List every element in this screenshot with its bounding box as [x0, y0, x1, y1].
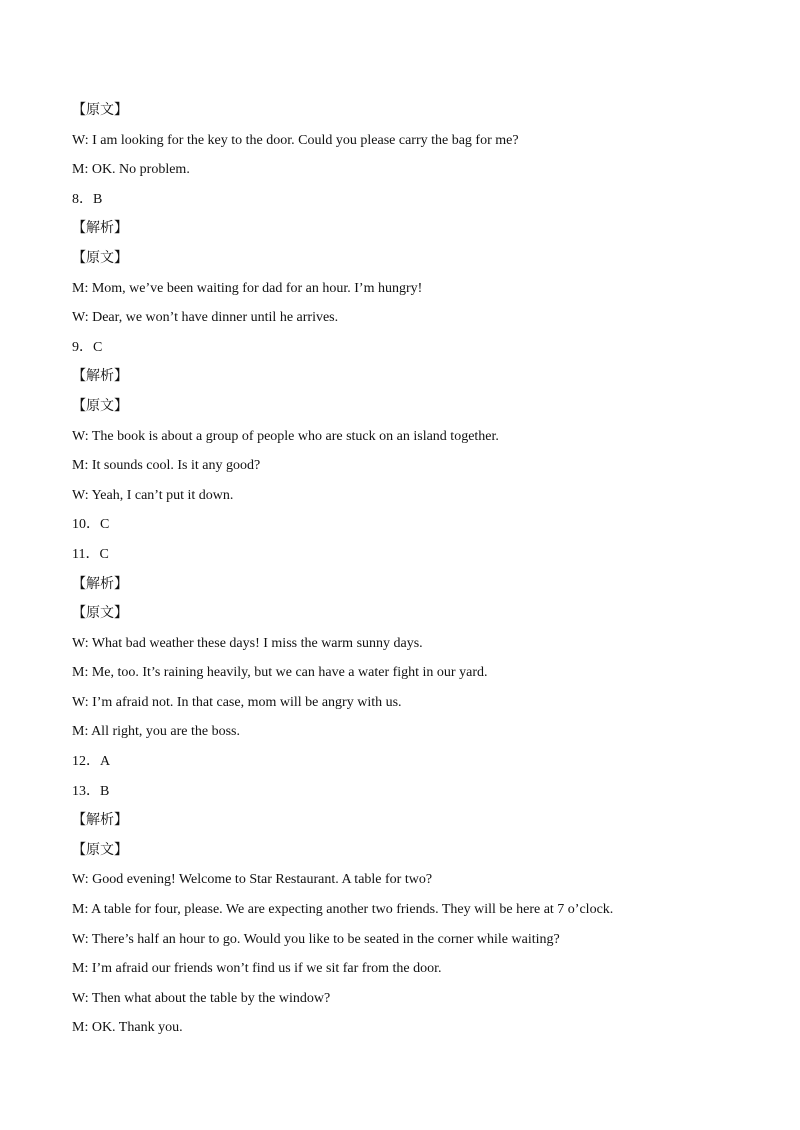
section-heading-original-text: 【原文】 [72, 398, 128, 414]
answer-line: 10．C [72, 517, 110, 533]
dialogue-line: M: OK. No problem. [72, 162, 190, 178]
dialogue-line: M: Me, too. It’s raining heavily, but we can have a water fight in our yard. [72, 665, 488, 681]
answer-line: 9．C [72, 339, 103, 355]
section-heading-original-text: 【原文】 [72, 842, 128, 858]
section-heading-analysis: 【解析】 [72, 576, 128, 592]
dialogue-line: W: The book is about a group of people who are stuck on an island together. [72, 428, 499, 444]
dialogue-line: W: Good evening! Welcome to Star Restaurant. A table for two? [72, 872, 433, 888]
dialogue-line: M: All right, you are the boss. [72, 724, 240, 740]
answer-line: 13．B [72, 783, 110, 799]
section-heading-analysis: 【解析】 [72, 221, 128, 237]
dialogue-line: W: What bad weather these days! I miss the warm sunny days. [72, 635, 423, 651]
section-heading-original-text: 【原文】 [72, 606, 128, 622]
dialogue-line: M: It sounds cool. Is it any good? [72, 458, 261, 474]
answer-line: 12．A [72, 754, 111, 770]
dialogue-line: M: A table for four, please. We are expecting another two friends. They will be here at 7 o’clock. [72, 902, 614, 918]
dialogue-line: M: Mom, we’ve been waiting for dad for an hour. I’m hungry! [72, 280, 423, 296]
answer-line: 11．C [72, 546, 109, 562]
section-heading-original-text: 【原文】 [72, 103, 128, 118]
dialogue-line: M: I’m afraid our friends won’t find us if we sit far from the door. [72, 961, 442, 977]
dialogue-line: W: Yeah, I can’t put it down. [72, 487, 234, 503]
dialogue-line: W: Dear, we won’t have dinner until he arrives. [72, 310, 339, 326]
dialogue-line: W: I am looking for the key to the door. Could you please carry the bag for me? [72, 132, 519, 148]
section-heading-analysis: 【解析】 [72, 813, 128, 829]
answer-line: 8．B [72, 191, 103, 207]
document-page [72, 96, 752, 1043]
dialogue-line: M: OK. Thank you. [72, 1020, 183, 1036]
section-heading-original-text: 【原文】 [72, 250, 128, 266]
dialogue-line: W: I’m afraid not. In that case, mom will be angry with us. [72, 694, 402, 710]
section-heading-analysis: 【解析】 [72, 369, 128, 385]
dialogue-line: W: There’s half an hour to go. Would you like to be seated in the corner while waiting? [72, 931, 560, 947]
dialogue-line: W: Then what about the table by the window? [72, 990, 331, 1006]
